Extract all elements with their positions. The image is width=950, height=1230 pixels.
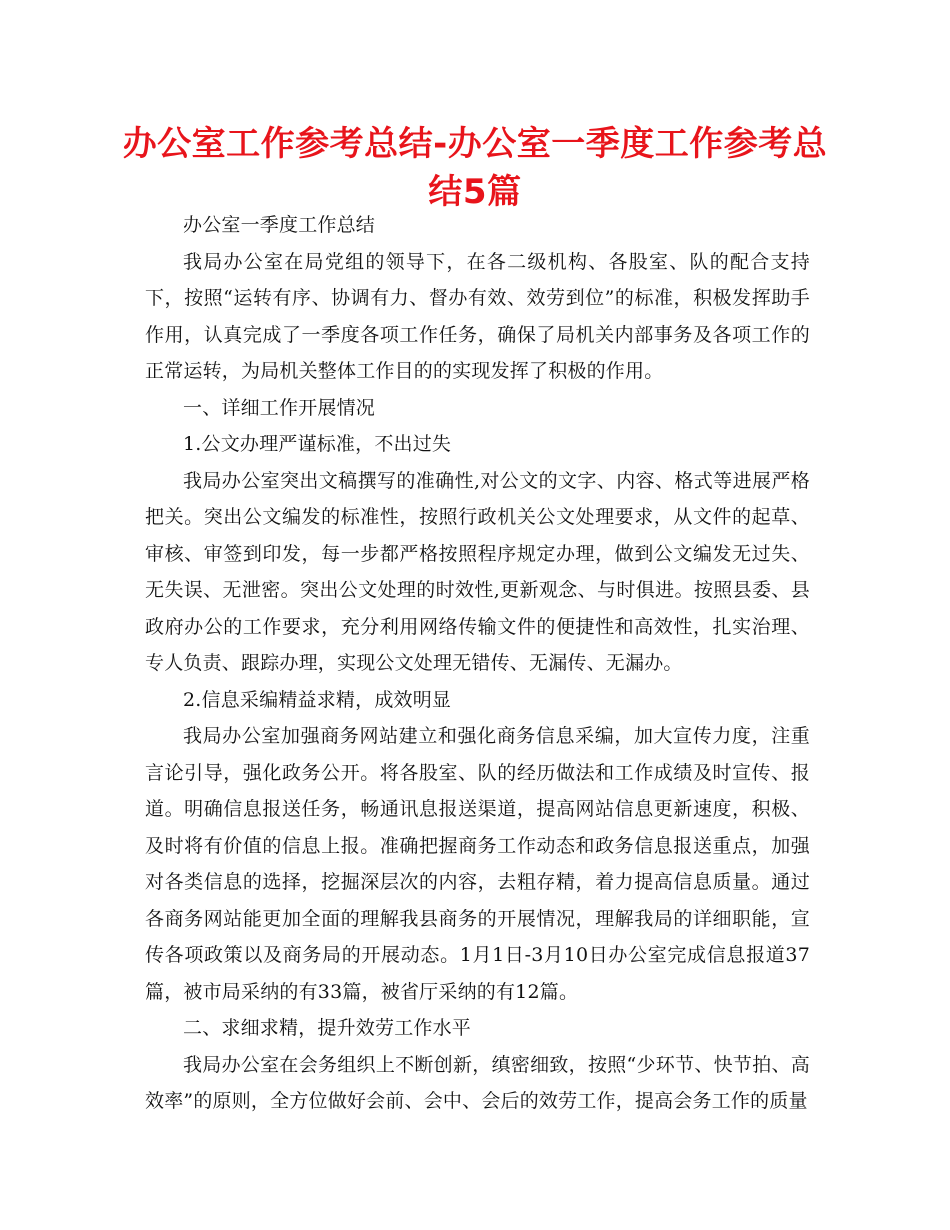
subheading-2: 2.信息采编精益求精，成效明显 [183,688,452,711]
paragraph-meetings: 我局办公室在会务组织上不断创新，缜密细致，按照“少环节、快节拍、高效率”的原则，全方位做好会前、会中、会后的效劳工作，提高会务工作的质量 [145,1053,810,1112]
document-title: 办公室工作参考总结-办公室一季度工作参考总结5篇 [122,124,828,212]
subheading-1: 1.公文办理严谨标准，不出过失 [183,433,452,455]
section-heading-1: 一、详细工作开展情况 [183,396,376,419]
paragraph-intro: 我局办公室在局党组的领导下，在各二级机构、各股室、队的配合支持下，按照“运转有序、协调有力、督办有效、效劳到位”的标准，积极发挥助手作用，认真完成了一季度各项工作任务，确保了局机关内部事务及各项工作的正常运转，为局机关整体工作目的的实现发挥了积极的作用。 [145,250,810,382]
paragraph-document-handling: 我局办公室突出文稿撰写的准确性,对公文的文字、内容、格式等进展严格把关。突出公文编发的标准性，按照行政机关公文处理要求，从文件的起草、审核、审签到印发，每一步都严格按照程序规定办理，做到公文编发无过失、无失误、无泄密。突出公文处理的时效性,更新观念、与时俱进。按照县委、县政府办公的工作要求，充分利用网络传输文件的便捷性和高效性，扎实治理、专人负责、跟踪办理，实现公文处理无错传、无漏传、无漏办。 [145,469,810,674]
section-heading-2: 二、求细求精，提升效劳工作水平 [183,1017,472,1039]
paragraph-subtitle: 办公室一季度工作总结 [183,214,376,236]
paragraph-information: 我局办公室加强商务网站建立和强化商务信息采编，加大宣传力度，注重言论引导，强化政务公开。将各股室、队的经历做法和工作成绩及时宣传、报道。明确信息报送任务，畅通讯息报送渠道，提高网站信息更新速度，积极、及时将有价值的信息上报。准确把握商务工作动态和政务信息报送重点，加强对各类信息的选择，挖掘深层次的内容，去粗存精，着力提高信息质量。通过各商务网站能更加全面的理解我县商务的开展情况，理解我局的详细职能，宣传各项政策以及商务局的开展动态。1月1日-3月10日办公室完成信息报道37篇，被市局采纳的有33篇，被省厅采纳的有12篇。 [145,725,810,1003]
document-body [145,207,810,1120]
